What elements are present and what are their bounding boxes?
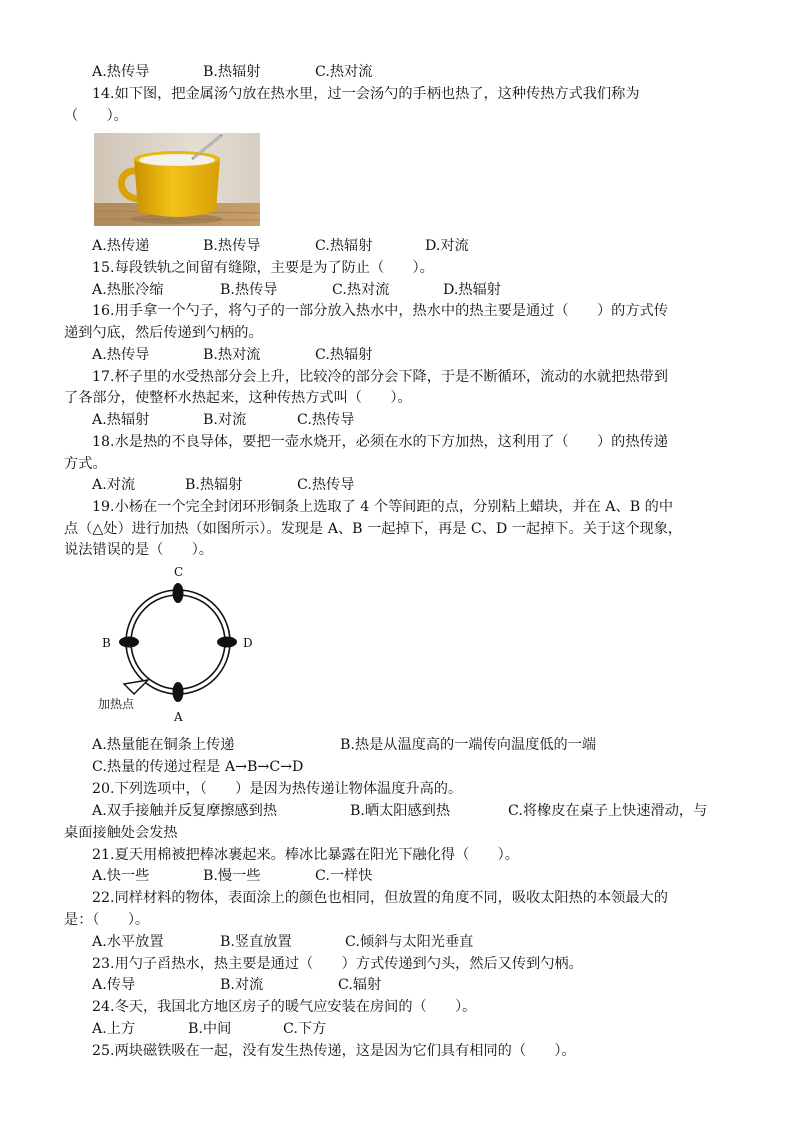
q23-question: 23.用勺子舀热水，热主要是通过（ ）方式传递到勺头，然后又传到勺柄。 bbox=[92, 956, 583, 972]
q18-option-b[interactable]: B.热辐射 bbox=[185, 477, 243, 493]
q19-options bbox=[0, 734, 794, 756]
q23-option-c[interactable]: C.辐射 bbox=[338, 977, 382, 993]
wax-block-c bbox=[173, 583, 184, 603]
q19-options-2 bbox=[0, 756, 794, 778]
q22-option-a[interactable]: A.水平放置 bbox=[92, 934, 164, 950]
q14-options bbox=[0, 235, 794, 257]
q24-options bbox=[0, 1018, 794, 1040]
q21-option-a[interactable]: A.快一些 bbox=[92, 868, 150, 884]
q17-question-cont: 了各部分，使整杯水热起来，这种传热方式叫（ ）。 bbox=[64, 390, 412, 406]
q16-option-b[interactable]: B.热对流 bbox=[203, 347, 261, 363]
q15-option-d[interactable]: D.热辐射 bbox=[443, 282, 501, 298]
q14-option-d[interactable]: D.对流 bbox=[425, 238, 469, 254]
q22-options bbox=[0, 931, 794, 953]
q19-option-a[interactable]: A.热量能在铜条上传递 bbox=[92, 737, 235, 753]
q18-question-cont: 方式。 bbox=[64, 456, 107, 472]
q15-question: 15.每段铁轨之间留有缝隙，主要是为了防止（ ）。 bbox=[92, 260, 434, 276]
q19-question: 19.小杨在一个完全封闭环形铜条上选取了 4 个等间距的点，分别粘上蜡块，并在 A、B 的中 bbox=[92, 499, 674, 515]
q13-options bbox=[0, 61, 794, 83]
q18-options bbox=[0, 474, 794, 496]
q19-option-b[interactable]: B.热是从温度高的一端传向温度低的一端 bbox=[340, 737, 597, 753]
q20-option-a[interactable]: A.双手接触并反复摩擦感到热 bbox=[92, 803, 278, 819]
q16-option-c[interactable]: C.热辐射 bbox=[315, 347, 373, 363]
q14-question: 14.如下图，把金属汤勺放在热水里，过一会汤勺的手柄也热了，这种传热方式我们称为 bbox=[92, 86, 640, 102]
q24-option-c[interactable]: C.下方 bbox=[283, 1021, 327, 1037]
q16-option-a[interactable]: A.热传导 bbox=[92, 347, 150, 363]
q21-question: 21.夏天用棉被把棒冰裹起来。棒冰比暴露在阳光下融化得（ ）。 bbox=[92, 847, 519, 863]
q19-question-cont-2: 说法错误的是（ ）。 bbox=[64, 542, 213, 558]
q15-option-b[interactable]: B.热传导 bbox=[220, 282, 278, 298]
label-c: C bbox=[174, 565, 184, 579]
q21-options bbox=[0, 865, 794, 887]
q23-option-a[interactable]: A.传导 bbox=[92, 977, 136, 993]
q16-options bbox=[0, 344, 794, 366]
mug-spoon-photo bbox=[94, 133, 260, 226]
q20-question: 20.下列选项中，（ ）是因为热传递让物体温度升高的。 bbox=[92, 781, 463, 797]
q14-option-c[interactable]: C.热辐射 bbox=[315, 238, 373, 254]
copper-ring-diagram bbox=[92, 562, 262, 730]
q20-option-c[interactable]: C.将橡皮在桌子上快速滑动，与 bbox=[508, 803, 708, 819]
q17-question: 17.杯子里的水受热部分会上升，比较冷的部分会下降，于是不断循环，流动的水就把热带到 bbox=[92, 369, 668, 385]
label-d: D bbox=[243, 636, 253, 650]
q18-question: 18.水是热的不良导体，要把一壶水烧开，必须在水的下方加热，这利用了（ ）的热传递 bbox=[92, 434, 668, 450]
q21-option-c[interactable]: C.一样快 bbox=[315, 868, 373, 884]
q17-option-b[interactable]: B.对流 bbox=[203, 412, 247, 428]
q15-option-c[interactable]: C.热对流 bbox=[332, 282, 390, 298]
heating-point-label: 加热点 bbox=[98, 697, 135, 711]
q19-option-c[interactable]: C.热量的传递过程是 A→B→C→D bbox=[92, 759, 304, 775]
q13-option-c[interactable]: C.热对流 bbox=[315, 64, 373, 80]
q24-question: 24.冬天，我国北方地区房子的暖气应安装在房间的（ ）。 bbox=[92, 999, 477, 1015]
q15-option-a[interactable]: A.热胀冷缩 bbox=[92, 282, 164, 298]
q22-option-b[interactable]: B.竖直放置 bbox=[220, 934, 292, 950]
wax-block-b bbox=[119, 637, 139, 648]
wax-block-d bbox=[217, 637, 237, 648]
q21-option-b[interactable]: B.慢一些 bbox=[203, 868, 261, 884]
q14-option-a[interactable]: A.热传递 bbox=[92, 238, 150, 254]
label-b: B bbox=[102, 636, 111, 650]
q17-option-a[interactable]: A.热辐射 bbox=[92, 412, 150, 428]
q16-question: 16.用手拿一个勺子，将勺子的一部分放入热水中，热水中的热主要是通过（ ）的方式传 bbox=[92, 303, 668, 319]
q20-options bbox=[0, 800, 794, 822]
q14-option-b[interactable]: B.热传导 bbox=[203, 238, 261, 254]
q18-option-c[interactable]: C.热传导 bbox=[297, 477, 355, 493]
q23-options bbox=[0, 974, 794, 996]
q13-option-b[interactable]: B.热辐射 bbox=[203, 64, 261, 80]
q24-option-a[interactable]: A.上方 bbox=[92, 1021, 136, 1037]
label-a: A bbox=[174, 710, 183, 724]
q19-question-cont: 点（△处）进行加热（如图所示）。发现是 A、B 一起掉下，再是 C、D 一起掉下。关于这个现象， bbox=[64, 521, 683, 537]
q17-option-c[interactable]: C.热传导 bbox=[297, 412, 355, 428]
wax-block-a bbox=[173, 682, 184, 702]
q24-option-b[interactable]: B.中间 bbox=[188, 1021, 232, 1037]
q20-option-c-cont: 桌面接触处会发热 bbox=[64, 825, 178, 841]
heating-point-triangle bbox=[124, 680, 148, 694]
q17-options bbox=[0, 409, 794, 431]
q16-question-cont: 递到勺底，然后传递到勺柄的。 bbox=[64, 325, 263, 341]
q14-question-cont: （ ）。 bbox=[64, 108, 128, 124]
q15-options bbox=[0, 279, 794, 301]
q22-question-cont: 是：（ ）。 bbox=[64, 912, 150, 928]
q20-option-b[interactable]: B.晒太阳感到热 bbox=[350, 803, 451, 819]
q23-option-b[interactable]: B.对流 bbox=[220, 977, 264, 993]
q22-option-c[interactable]: C.倾斜与太阳光垂直 bbox=[345, 934, 474, 950]
q25-question: 25.两块磁铁吸在一起，没有发生热传递，这是因为它们具有相同的（ ）。 bbox=[92, 1043, 576, 1059]
q18-option-a[interactable]: A.对流 bbox=[92, 477, 136, 493]
q22-question: 22.同样材料的物体，表面涂上的颜色也相同，但放置的角度不同，吸收太阳热的本领最大的 bbox=[92, 890, 668, 906]
q13-option-a[interactable]: A.热传导 bbox=[92, 64, 150, 80]
